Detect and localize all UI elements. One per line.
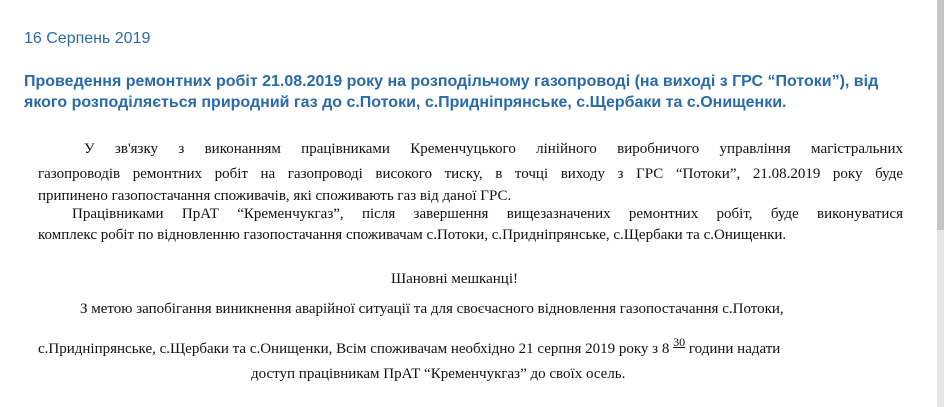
paragraph-2-line-2: комплекс робіт по відновленню газопостачання споживачам с.Потоки, с.Придніпрянське, с.Щербаки та с.Онищенки. (38, 227, 787, 243)
paragraph-3-line-2-text: с.Придніпрянське, с.Щербаки та с.Онищенки, Всім споживачам необхідно 21 серпня 2019 року з 8 (38, 341, 670, 357)
paragraph-1-line-2: газопроводів ремонтних робіт на газопроводі високого тиску, в точці виходу з ГРС “Потоки”, 21.08.2019 року буде (38, 166, 903, 182)
paragraph-3-line-2-tail: години надати (688, 341, 781, 357)
paragraph-2-line-1: Працівниками ПрАТ “Кременчукгаз”, після завершення вищезазначених ремонтних робіт, буде виконуватися (72, 206, 903, 222)
article-date: 16 Серпень 2019 (24, 30, 151, 47)
paragraph-1-line-1: У зв'язку з виконанням працівниками Кременчуцького лінійного виробничого управління магістральних (84, 141, 903, 157)
paragraph-3-line-2 (38, 335, 780, 358)
time-minutes-superscript: 30 (673, 335, 686, 349)
article-title: Проведення ремонтних робіт 21.08.2019 року на розподільчому газопроводі (на виході з ГРС “Потоки”), від якого розподіляється природний газ до с.Потоки, с.Придніпрянське, с.Щербаки та с.Онищенки. (24, 73, 879, 111)
paragraph-3-line-3: доступ працівникам ПрАТ “Кременчукгаз” до своїх осель. (251, 366, 626, 382)
paragraph-1-line-3: припинено газопостачання споживачів, які споживають газ від даної ГРС. (38, 188, 512, 204)
paragraph-3-line-1: З метою запобігання виникнення аварійної ситуації та для своєчасного відновлення газопостачання с.Потоки, (80, 301, 784, 317)
greeting: Шановні мешканці! (391, 271, 518, 287)
